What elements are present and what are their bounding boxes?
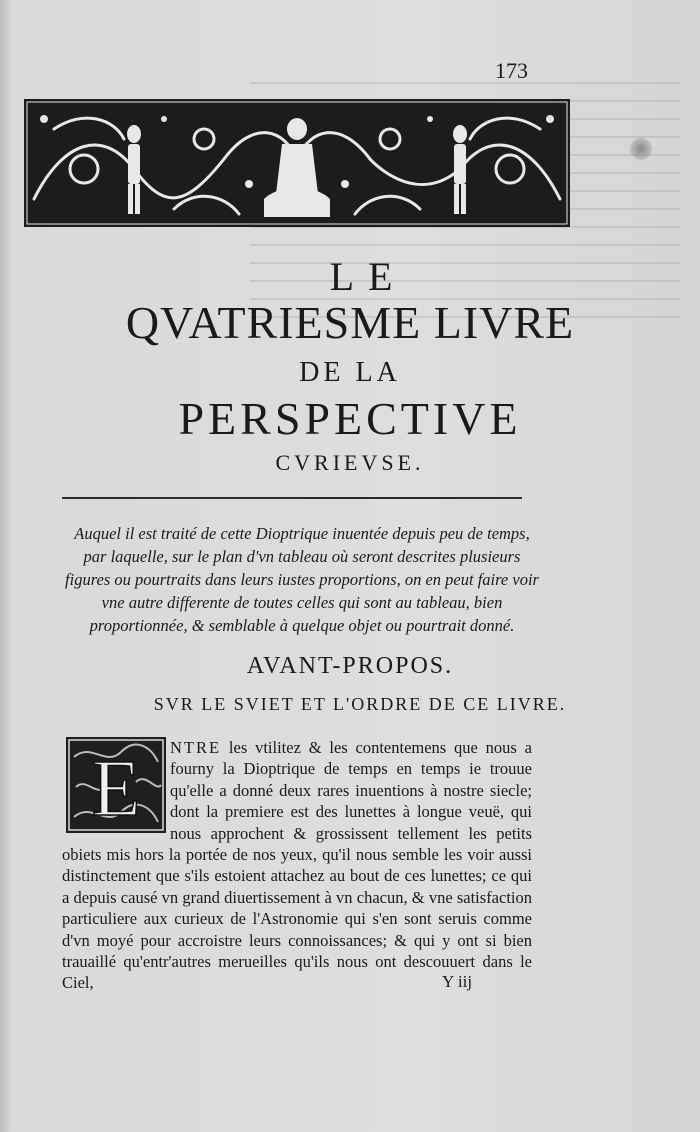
title-line-quatriesme-livre: QVATRIESME LIVRE xyxy=(125,297,575,348)
decorated-initial-e-icon xyxy=(66,737,166,833)
first-word-rest: NTRE xyxy=(170,738,222,757)
page-number: 173 xyxy=(495,58,528,83)
title-divider-rule xyxy=(62,497,522,499)
book-subtitle: Auquel il est traité de cette Dioptrique inuentée depuis peu de temps, par laquelle, sur le plan d'vn tableau où seront descrites plusieurs figures ou pourtraits dans leurs iustes proportions, on en peut faire voir vne autre differente de toutes celles qui sont au tableau, bien proportionnée, & semblable à quelque objet ou pourtrait donné. xyxy=(65,524,539,635)
title-line-perspective: PERSPECTIVE xyxy=(178,393,522,444)
body-text-content: les vtilitez & les contentemens que nous a fourny la Dioptrique de temps en temps ie trouue qu'elle a donné deux rares inuentions à nostre siecle; dont la premiere est des lunettes à longue veuë, qui nous approchent & grossissent tellement les petits obiets mis hors la portée de nos yeux, qu'il nous semble les voir aussi distinctement que s'ils estoient attachez au bout de ces lunettes; ce qui a depuis causé vn grand diuertissement à vn chacun, & vne satisfaction particuliere aux curieux de l'Astronomie qui s'en sont seruis comme d'vn moyé pour accroistre leurs connoissances; & qui y ont si bien trauaillé qu'entr'autres merueilles qu'ils nous ont descouuert dans le Ciel, xyxy=(62,738,532,993)
signature-mark: Y iij xyxy=(442,972,473,991)
heading-avant-propos: AVANT-PROPOS. xyxy=(246,653,454,679)
dropcap-letter: E xyxy=(91,745,141,833)
title-line-curieuse: CVRIEVSE. xyxy=(275,450,425,475)
title-line-le: LE xyxy=(329,254,407,299)
woodcut-headpiece-ornament-icon xyxy=(24,99,570,227)
title-line-de-la: DE LA xyxy=(299,357,401,388)
paper-stain xyxy=(630,138,652,160)
heading-sur-le-suiet: SVR LE SVIET ET L'ORDRE DE CE LIVRE. xyxy=(153,694,567,714)
